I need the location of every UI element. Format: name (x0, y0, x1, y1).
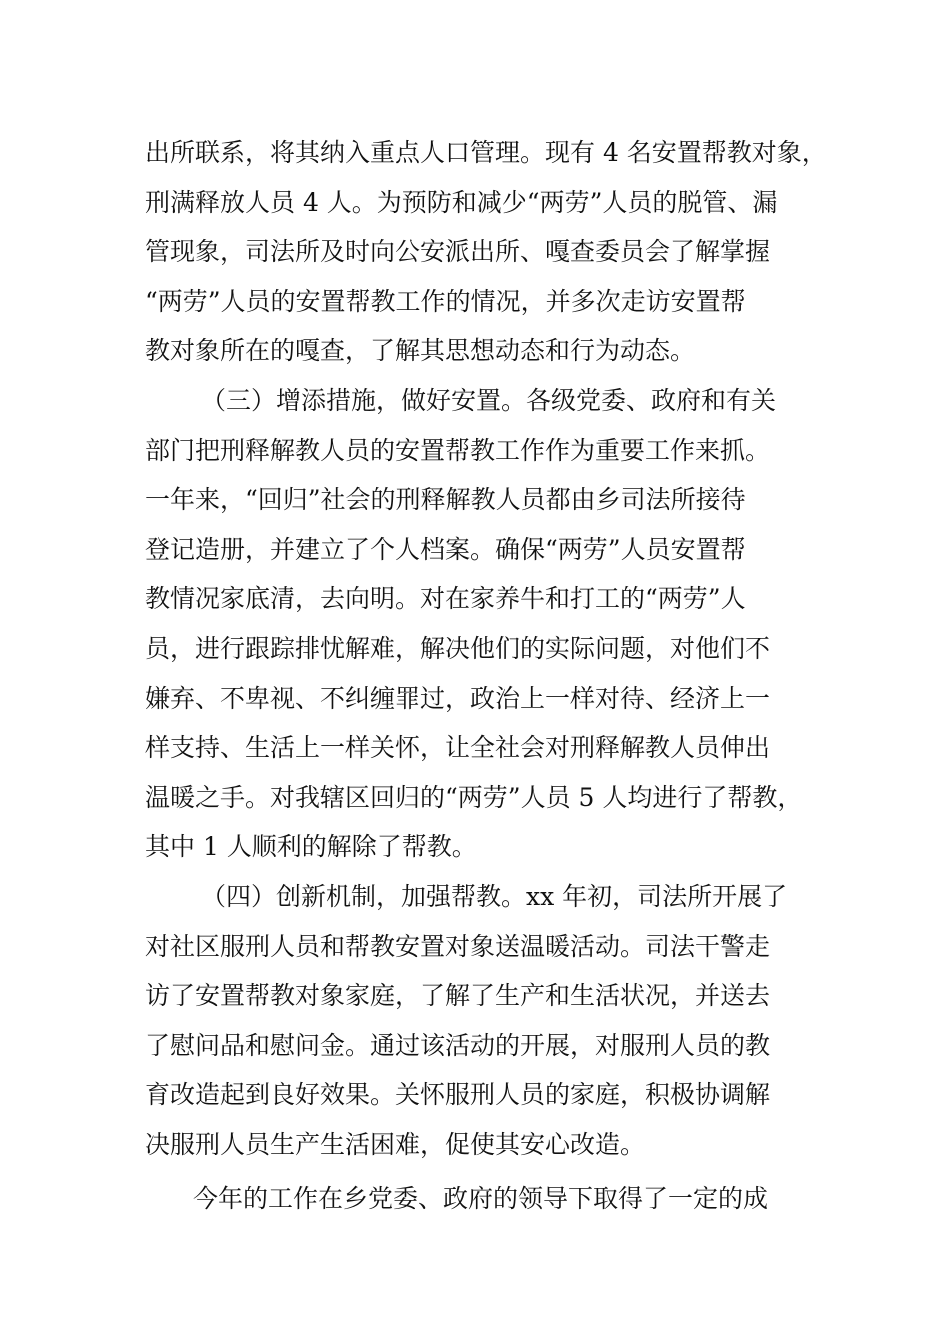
paragraph-line: 样支持、生活上一样关怀，让全社会对刑释解教人员伸出 (145, 733, 771, 763)
paragraph-line: 教对象所在的嘎查，了解其思想动态和行为动态。 (145, 336, 696, 366)
paragraph-line: 出所联系，将其纳入重点人口管理。现有 4 名安置帮教对象， (145, 138, 827, 167)
section-four-heading-line: （四）创新机制，加强帮教。xx 年初，司法所开展了 (201, 881, 788, 911)
closing-paragraph-line: 今年的工作在乡党委、政府的领导下取得了一定的成 (193, 1184, 769, 1214)
paragraph-line: “两劳”人员的安置帮教工作的情况，并多次走访安置帮 (145, 286, 746, 316)
paragraph-line: 其中 1 人顺利的解除了帮教。 (145, 832, 477, 862)
paragraph-line: 刑满释放人员 4 人。为预防和减少“两劳”人员的脱管、漏 (145, 187, 778, 217)
paragraph-line: 温暖之手。对我辖区回归的“两劳”人员 5 人均进行了帮教， (145, 782, 803, 812)
paragraph-line: 了慰问品和慰问金。通过该活动的开展，对服刑人员的教 (145, 1030, 771, 1060)
paragraph-line: 员，进行跟踪排忧解难，解决他们的实际问题，对他们不 (145, 633, 771, 663)
paragraph-line: 育改造起到良好效果。关怀服刑人员的家庭，积极协调解 (145, 1080, 771, 1110)
section-three-heading-line: （三）增添措施，做好安置。各级党委、政府和有关 (201, 385, 777, 415)
paragraph-line: 管现象，司法所及时向公安派出所、嘎查委员会了解掌握 (145, 237, 771, 267)
paragraph-line: 教情况家底清，去向明。对在家养牛和打工的“两劳”人 (145, 584, 746, 614)
paragraph-line: 对社区服刑人员和帮教安置对象送温暖活动。司法干警走 (145, 931, 771, 961)
document-body (145, 128, 827, 1224)
paragraph-line: 部门把刑释解教人员的安置帮教工作作为重要工作来抓。 (145, 435, 771, 465)
paragraph-line: 访了安置帮教对象家庭，了解了生产和生活状况，并送去 (145, 981, 771, 1011)
paragraph-line: 一年来，“回归”社会的刑释解教人员都由乡司法所接待 (145, 485, 746, 515)
paragraph-line: 登记造册，并建立了个人档案。确保“两劳”人员安置帮 (145, 534, 746, 564)
paragraph-line: 决服刑人员生产生活困难，促使其安心改造。 (145, 1129, 646, 1159)
paragraph-line: 嫌弃、不卑视、不纠缠罪过，政治上一样对待、经济上一 (145, 683, 771, 713)
